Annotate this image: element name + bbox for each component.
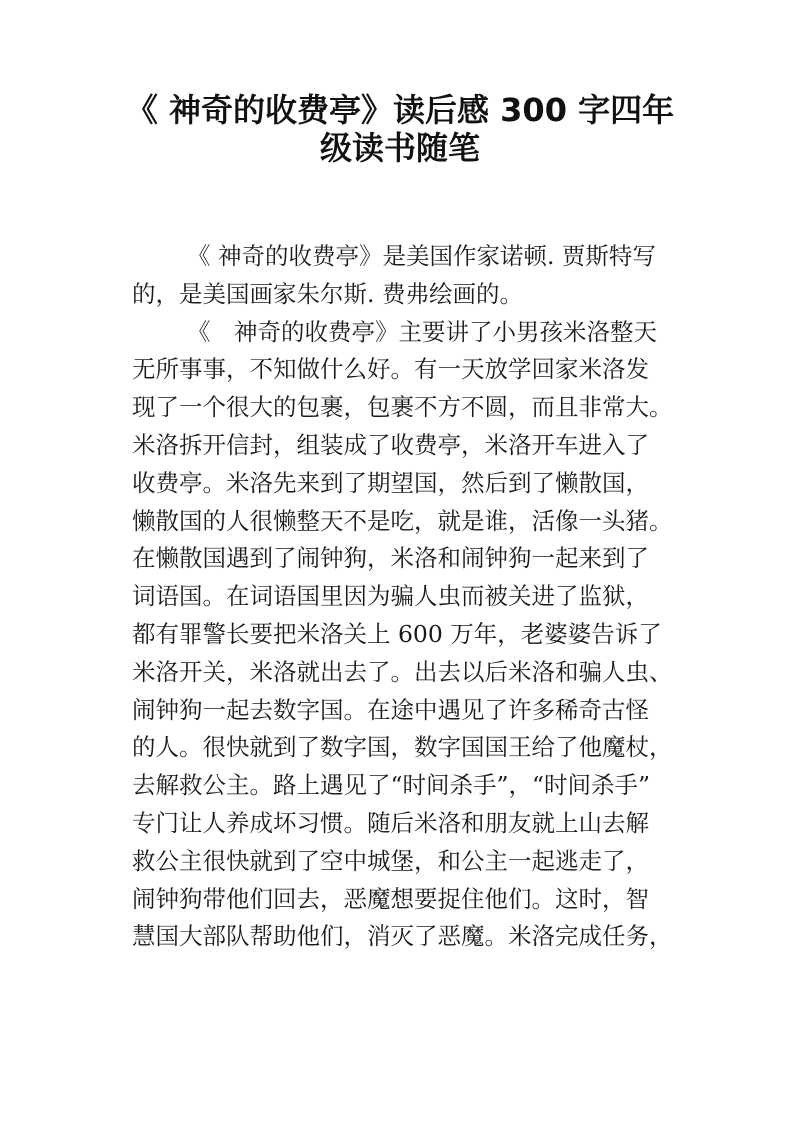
paragraph-line: 无所事事，不知做什么好。有一天放学回家米洛发 — [132, 355, 649, 384]
paragraph-line: 收费亭。米洛先来到了期望国，然后到了懒散国， — [132, 468, 649, 497]
paragraph-line: 词语国。在词语国里因为骗人虫而被关进了监狱， — [132, 582, 649, 611]
paragraph-line: 米洛拆开信封，组装成了收费亭，米洛开车进入了 — [132, 430, 649, 459]
paragraph-line: 现了一个很大的包裹，包裹不方不圆，而且非常大。 — [132, 393, 673, 422]
paragraph-2 — [132, 314, 692, 957]
document-body — [132, 238, 692, 956]
paragraph-line: 救公主很快就到了空中城堡，和公主一起逃走了， — [132, 846, 649, 875]
paragraph-line: 都有罪警长要把米洛关上 600 万年，老婆婆告诉了 — [132, 619, 662, 648]
paragraph-line: 《 神奇的收费亭》主要讲了小男孩米洛整天 — [187, 317, 657, 346]
paragraph-line: 的人。很快就到了数字国，数字国国王给了他魔杖， — [132, 733, 673, 762]
paragraph-1 — [132, 238, 692, 314]
paragraph-line: 专门让人养成坏习惯。随后米洛和朋友就上山去解 — [132, 808, 649, 837]
paragraph-line: 《 神奇的收费亭》是美国作家诺顿. 贾斯特写 — [187, 242, 656, 270]
title-line-1: 《 神奇的收费亭》读后感 300 字四年 — [125, 91, 675, 129]
paragraph-line: 闹钟狗一起去数字国。在途中遇见了许多稀奇古怪 — [132, 695, 649, 724]
paragraph-line: 的，是美国画家朱尔斯. 费弗绘画的。 — [132, 279, 523, 308]
paragraph-line: 米洛开关，米洛就出去了。出去以后米洛和骗人虫、 — [132, 657, 673, 686]
title-line-2: 级读书随笔 — [319, 128, 480, 167]
document-title — [100, 92, 700, 168]
paragraph-line: 去解救公主。路上遇见了“时间杀手”，“时间杀手” — [132, 771, 651, 800]
paragraph-line: 慧国大部队帮助他们，消灭了恶魔。米洛完成任务， — [132, 922, 673, 951]
paragraph-line: 闹钟狗带他们回去，恶魔想要捉住他们。这时，智 — [132, 884, 649, 913]
paragraph-line: 在懒散国遇到了闹钟狗，米洛和闹钟狗一起来到了 — [132, 544, 649, 573]
paragraph-line: 懒散国的人很懒整天不是吃，就是谁，活像一头猪。 — [132, 506, 673, 535]
